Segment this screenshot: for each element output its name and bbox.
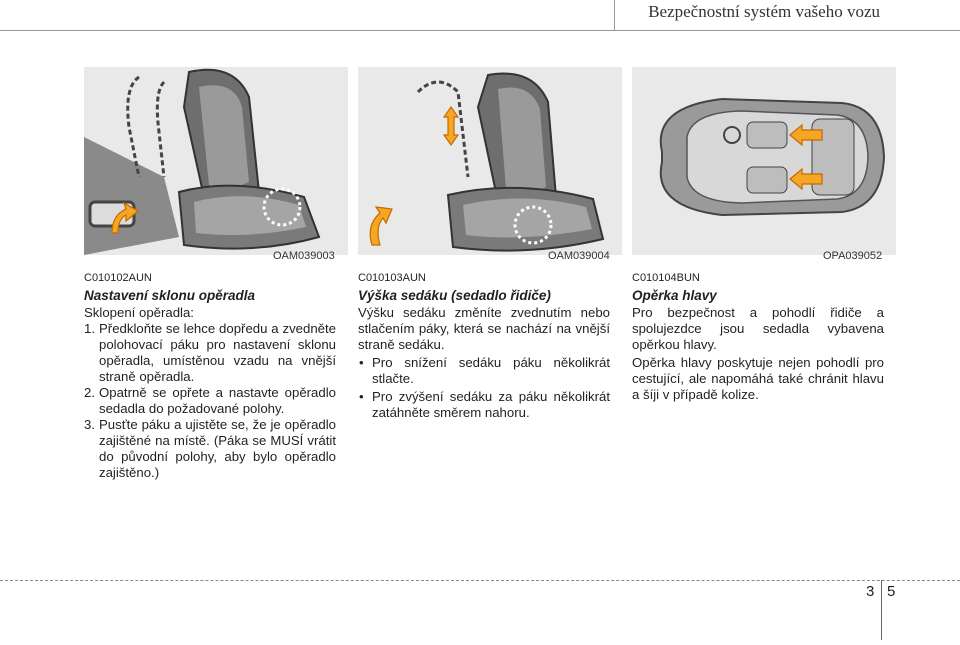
figure-code: OAM039004	[548, 250, 610, 262]
list-item: 3. Pusťte páku a ujistěte se, že je opěradlo zajištěné na místě. (Páka se MUSÍ vrátit do původní polohy, aby bylo opěradlo zajištěno.)	[84, 417, 336, 480]
section-heading: Výška sedáku (sedadlo řidiče)	[358, 288, 551, 303]
footer-rule	[0, 580, 960, 581]
page-number-divider	[881, 580, 882, 640]
car-top-view-illustration	[632, 67, 896, 255]
section-intro: Výšku sedáku změníte zvednutím nebo stlačením páky, která se nachází na vnější straně sedáku.	[358, 305, 610, 352]
seat-height-illustration	[358, 67, 622, 255]
bullet-list	[358, 355, 610, 421]
figure-code: OAM039003	[273, 250, 335, 262]
section-seat-height	[358, 270, 610, 421]
figure-headrest	[632, 67, 896, 255]
figure-seat-recline	[84, 67, 348, 255]
figure-seat-height	[358, 67, 622, 255]
section-paragraph: Pro bezpečnost a pohodlí řidiče a spolujezdce jsou sedadla vybavena opěrkou hlavy.	[632, 305, 884, 352]
section-code: C010103AUN	[358, 272, 426, 284]
list-item: • Pro snížení sedáku páku několikrát stlačte.	[359, 355, 610, 386]
page-header-title: Bezpečnostní systém vašeho vozu	[648, 2, 880, 21]
section-heading: Opěrka hlavy	[632, 288, 717, 303]
section-intro: Sklopení opěradla:	[84, 305, 194, 320]
list-item: 2. Opatrně se opřete a nastavte opěradlo sedadla do požadované polohy.	[84, 385, 336, 416]
list-item: • Pro zvýšení sedáku za páku několikrát zatáhněte směrem nahoru.	[359, 389, 610, 420]
section-paragraph: Opěrka hlavy poskytuje nejen pohodlí pro cestující, ale napomáhá také chránit hlavu a šíji v případě kolize.	[632, 355, 884, 402]
list-item: 1. Předkloňte se lehce dopředu a zvedněte polohovací páku pro nastavení sklonu opěradla, umístěnou vzadu na vnější straně opěradla.	[84, 321, 336, 384]
page-number: 5	[887, 583, 896, 600]
chapter-number: 3	[866, 583, 875, 600]
section-seatback-recline	[84, 270, 336, 481]
section-code: C010102AUN	[84, 272, 152, 284]
figure-code: OPA039052	[823, 250, 883, 262]
section-headrest	[632, 270, 884, 403]
steps-list	[84, 321, 336, 481]
section-code: C010104BUN	[632, 272, 700, 284]
section-heading: Nastavení sklonu opěradla	[84, 288, 256, 303]
header-rule	[0, 30, 960, 31]
seat-recline-illustration	[84, 67, 348, 255]
